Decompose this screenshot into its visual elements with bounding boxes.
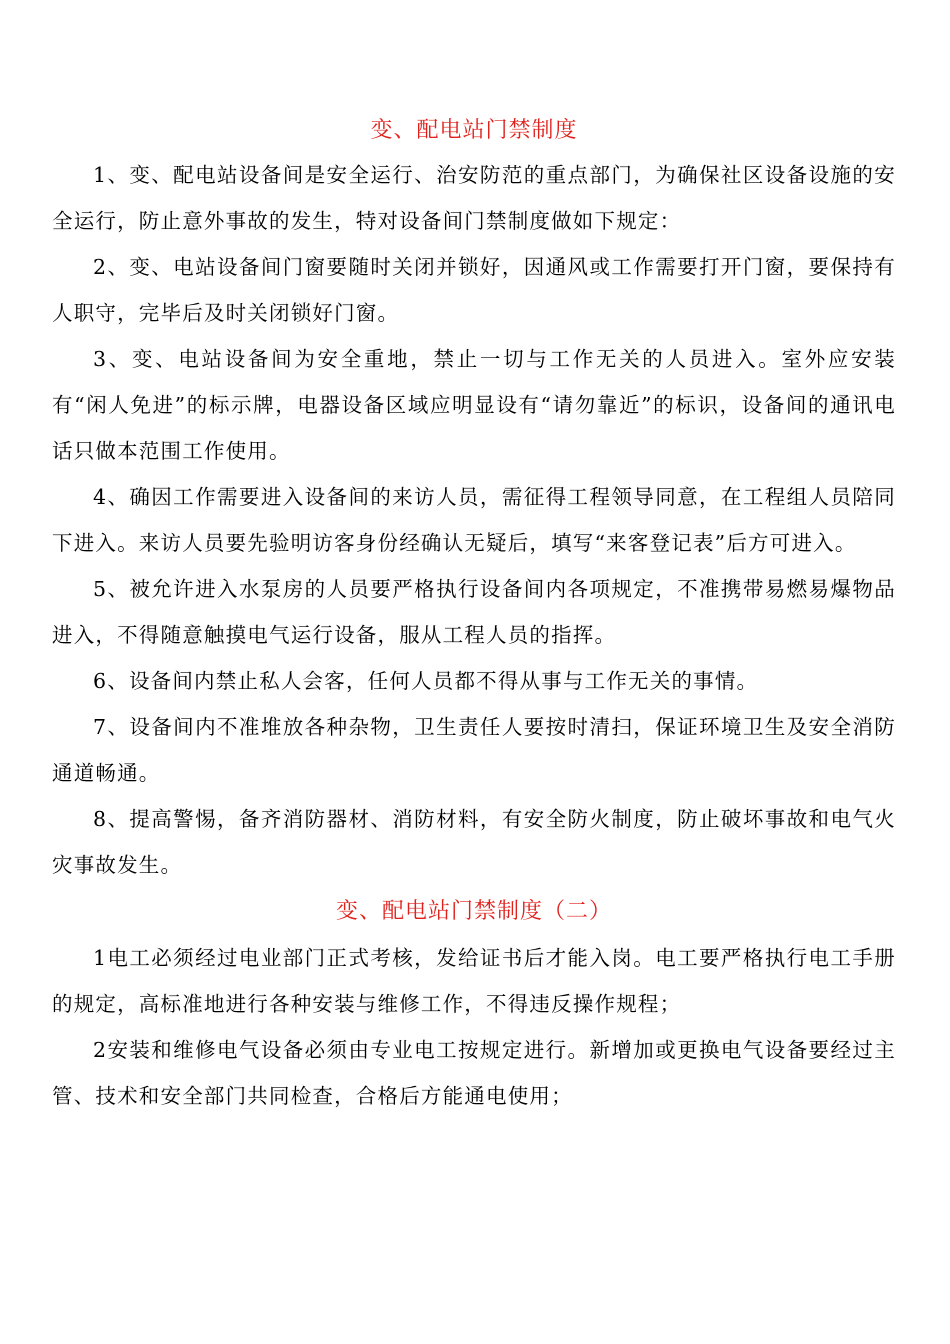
- section-1-paragraph-3: 3、变、电站设备间为安全重地，禁止一切与工作无关的人员进入。室外应安装有“闲人免进”的标示牌，电器设备区域应明显设有“请勿靠近”的标识，设备间的通讯电话只做本范围工作使用。: [52, 347, 896, 463]
- section-2-paragraph-2: 2安装和维修电气设备必须由专业电工按规定进行。新增加或更换电气设备要经过主管、技术和安全部门共同检查，合格后方能通电使用；: [52, 1038, 896, 1108]
- section-1-paragraph-1: 1、变、配电站设备间是安全运行、治安防范的重点部门，为确保社区设备设施的安全运行，防止意外事故的发生，特对设备间门禁制度做如下规定：: [52, 163, 896, 233]
- section-1-paragraph-5: 5、被允许进入水泵房的人员要严格执行设备间内各项规定，不准携带易燃易爆物品进入，不得随意触摸电气运行设备，服从工程人员的指挥。: [52, 577, 896, 647]
- section-1-title: 变、配电站门禁制度: [370, 118, 578, 143]
- section-1-paragraph-6: 6、设备间内禁止私人会客，任何人员都不得从事与工作无关的事情。: [93, 669, 759, 693]
- document-body: [52, 112, 896, 1119]
- section-1-paragraph-2: 2、变、电站设备间门窗要随时关闭并锁好，因通风或工作需要打开门窗，要保持有人职守，完毕后及时关闭锁好门窗。: [52, 255, 896, 325]
- section-2-title: 变、配电站门禁制度（二）: [335, 899, 612, 924]
- section-1-paragraph-4: 4、确因工作需要进入设备间的来访人员，需征得工程领导同意，在工程组人员陪同下进入。来访人员要先验明访客身份经确认无疑后，填写“来客登记表”后方可进入。: [52, 485, 896, 555]
- section-2-paragraph-1: 1电工必须经过电业部门正式考核，发给证书后才能入岗。电工要严格执行电工手册的规定，高标准地进行各种安装与维修工作，不得违反操作规程；: [52, 946, 896, 1016]
- section-1-paragraph-8: 8、提高警惕，备齐消防器材、消防材料，有安全防火制度，防止破坏事故和电气火灾事故发生。: [52, 807, 896, 877]
- section-1-paragraph-7: 7、设备间内不准堆放各种杂物，卫生责任人要按时清扫，保证环境卫生及安全消防通道畅通。: [52, 715, 896, 785]
